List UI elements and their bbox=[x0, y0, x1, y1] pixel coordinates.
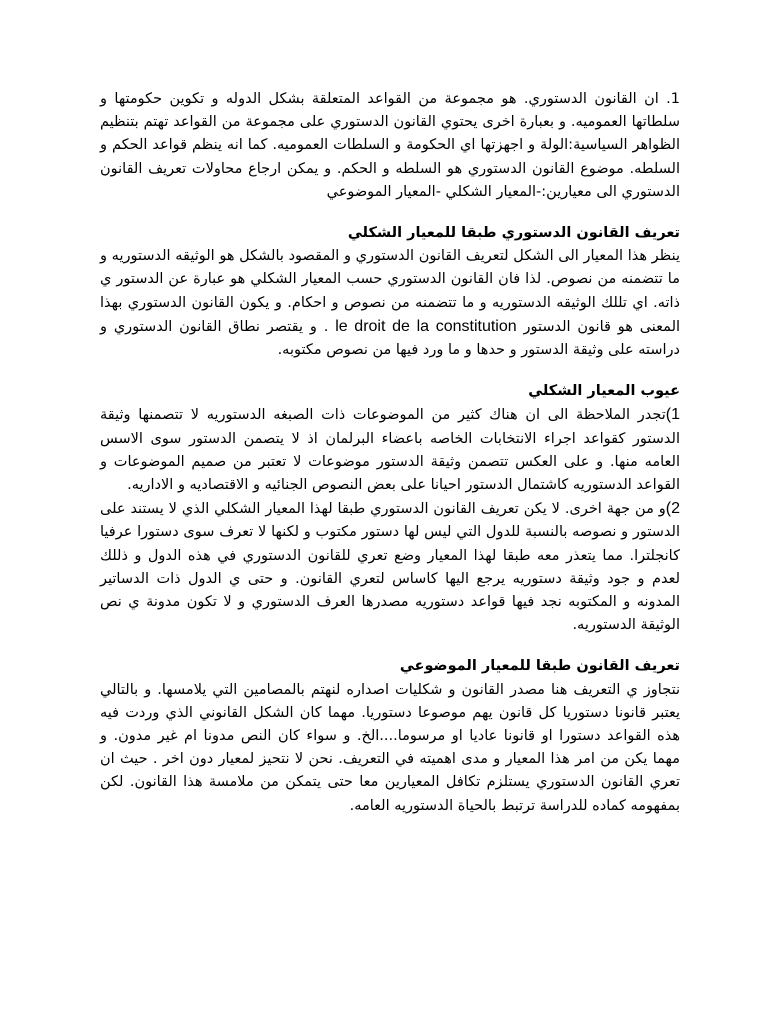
flaw-1-number: 1) bbox=[665, 406, 680, 424]
flaw-1-paragraph bbox=[100, 403, 680, 497]
heading-formal-criterion: تعريف القانون الدستوري طبقا للمعيار الشكلي bbox=[347, 225, 680, 242]
french-term: le droit de la constitution bbox=[335, 317, 517, 335]
flaw-2-text: و من جهة اخرى. لا يكن تعريف القانون الدستوري طبقا لهذا المعيار الشكلي الذي لا يستند على الدستور و نصوصه بالنسبة للدول التي ليس لها دستور مكتوب و لكنها لا تعرف سوى دستورا عرفيا كانجلترا. مما يتعذر معه طبقا لهذا المعيار وضع تعري للقانون الدستوري في هذه الدول و ذللك لعدم و جود وثيقة دستوريه يرجع اليها كاساس لتعري القانون. و حتى ي الدول ذات الدساتير المدونه و المكتوبه نجد فيها قواعد دستوريه مصدرها العرف الدستوري و لا تكون مدونة ي نص الوثيقة الدستوريه. bbox=[100, 501, 680, 634]
heading-substantive-criterion: تعريف القانون طبقا للمعيار الموضوعي bbox=[399, 658, 680, 675]
formal-criterion-paragraph bbox=[100, 245, 680, 362]
formal-criterion-text-b: . و يقتصر نطاق القانون الدستوري و دراسته على وثيقة الدستور و حدها و ما ورد فيها من نصوص مكتوبه. bbox=[100, 318, 680, 359]
flaw-2-paragraph bbox=[100, 497, 680, 637]
flaw-1-text: تجدر الملاحظة الى ان هناك كثير من الموضوعات ذات الصبغه الدستوريه لا تتصمنها وثيقة الدستور كقواعد اجراء الانتخابات الخاصه باعضاء البرلمان اذ لا يتصمن الدستور سوى الاسس العامه منها. و على العكس تتصمن وثيقة الدستور موضوعات لا تعتبر من صميم الموضوعات و القواعد الدستوريه كاشتمال الدستور احيانا على بعض النصوص الجنائيه و الاقتصاديه و الاداريه. bbox=[100, 407, 680, 494]
intro-paragraph: 1. ان القانون الدستوري. هو مجموعة من القواعد المتعلقة بشكل الدوله و تكوين حكومتها و سلطاتها العموميه. و بعبارة اخرى يحتوي القانون الدستوري على مجموعة من القواعد تهتم بتنظيم الظواهر السياسية:الولة و اجهزتها اي الحكومة و السلطات العموميه. كما انه ينظم قواعد الحكم و السلطه. موضوع القانون الدستوري هو السلطه و الحكم. و يمكن ارجاع محاولات تعريف القانون الدستوري الى معيارين:-المعيار الشكلي -المعيار الموضوعي bbox=[100, 91, 680, 200]
formal-criterion-text-a: ينظر هذا المعيار الى الشكل لتعريف القانون الدستوري و المقصود بالشكل هو الوثيقه الدستوريه و ما تتضمنه من نصوص. لذا فان القانون الدستوري حسب المعيار الشكلي هو عبارة عن الدستور ي ذاته. اي تللك الوثيقه الدستوريه و ما تتضمنه من نصوص و احكام. و يكون القانون الدستوري بهذا المعنى هو قانون الدستور bbox=[100, 248, 681, 335]
flaw-2-number: 2) bbox=[665, 500, 680, 518]
substantive-criterion-paragraph: نتجاوز ي التعريف هنا مصدر القانون و شكليات اصداره لنهتم بالمصامين التي يلامسها. و بالتالي يعتبر قانونا دستوريا كل قانون يهم موصوعا دستوريا. مهما كان الشكل القانوني الذي وردت فيه هذه القواعد دستورا او قانونا عاديا او مرسوما....الخ. و سواء كان النص مدونا ام غير مدون. و مهما يكن من امر هذا المعيار و مدى اهميته في التعريف. نحن لا نتحيز لمعيار دون اخر . حيث ان تعري القانون الدستوري يستلزم تكافل المعيارين معا حتى يتمكن من ملامسة هذا القانون. لكن بمفهومه كماده للدراسة ترتبط بالحياة الدستوريه العامه. bbox=[100, 681, 680, 814]
document-page bbox=[100, 88, 680, 818]
heading-formal-criterion-flaws: عيوب المعيار الشكلي bbox=[528, 383, 680, 400]
